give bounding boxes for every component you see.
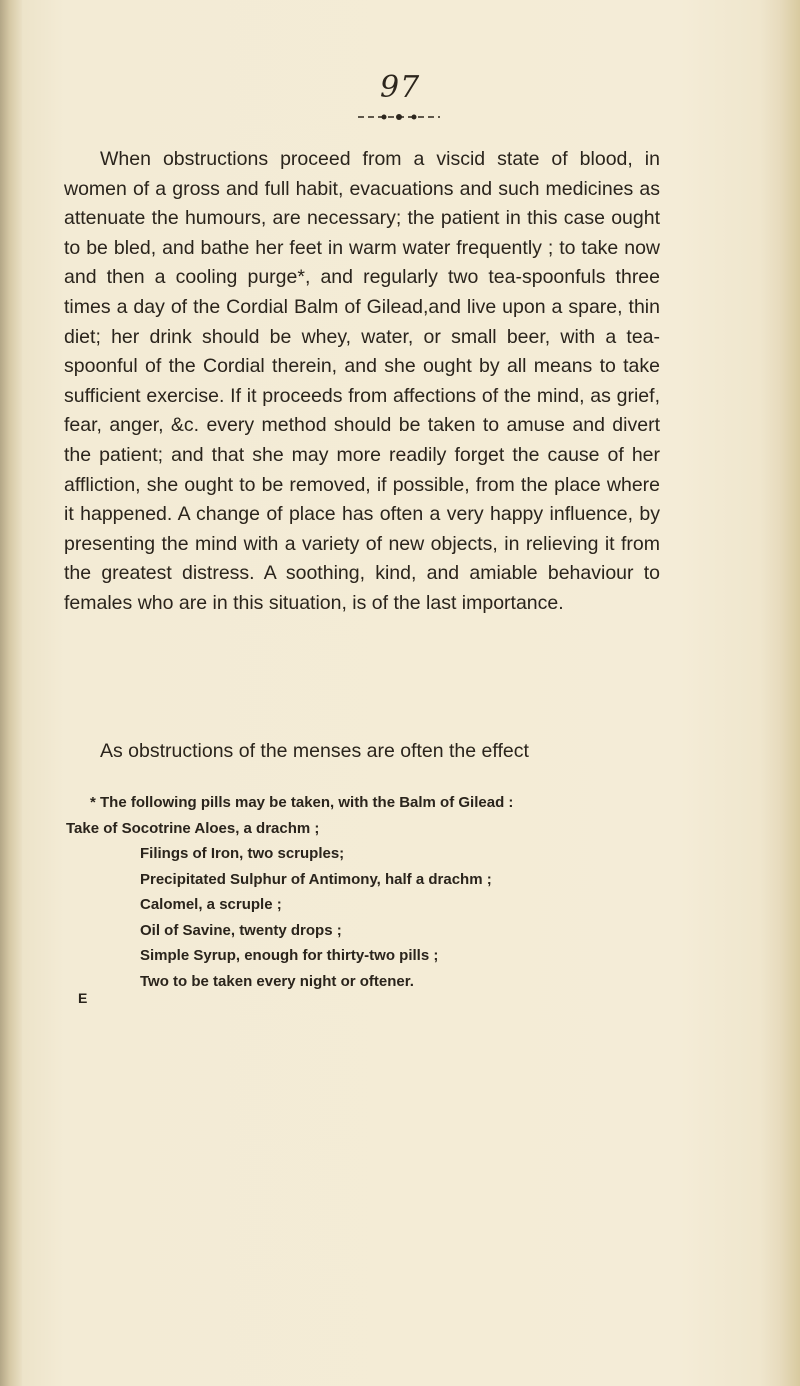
ornament-divider <box>354 112 444 122</box>
main-paragraph: When obstructions proceed from a viscid state of blood, in women of a gross and full habit, evacuations and such medicines as attenuate the humours, are necessary; the patient in this case ought to be bled, and bathe her feet in warm water frequently ; to take now and then a cooling purge*, and regularly two tea-spoonfuls three times a day of the Cordial Balm of Gilead,and live upon a spare, thin diet; her drink should be whey, water, or small beer, with a tea-spoonful of the Cordial therein, and she ought by all means to take sufficient exercise. If it proceeds from affections of the mind, as grief, fear, anger, &c. every method should be taken to amuse and divert the patient; and that she may more readily forget the cause of her affliction, she ought to be removed, if possible, from the place where it happened. A change of place has often a very happy influence, by presenting the mind with a variety of new objects, in relieving it from the greatest distress. A soothing, kind, and amiable behaviour to females who are in this situation, is of the last importance. <box>64 148 660 614</box>
page-gutter <box>0 0 22 1386</box>
footnote-item: Precipitated Sulphur of Antimony, half a drachm ; <box>140 870 492 888</box>
page-edge <box>760 0 800 1386</box>
signature-mark: E <box>78 990 88 1006</box>
continuation-paragraph: As obstructions of the menses are often the effect <box>100 740 529 762</box>
page-number: 97 <box>380 70 421 105</box>
footnote-item: Two to be taken every night or oftener. <box>140 972 414 990</box>
footnote-item: Simple Syrup, enough for thirty-two pills ; <box>140 947 439 964</box>
footnote-take-line: Take of Socotrine Aloes, a drachm ; <box>66 819 320 837</box>
footnote-item: Filings of Iron, two scruples; <box>140 845 345 862</box>
footnote-intro: * The following pills may be taken, with the Balm of Gilead : <box>90 794 514 811</box>
footnote <box>66 790 666 994</box>
footnote-item: Oil of Savine, twenty drops ; <box>140 921 342 939</box>
footnote-item: Calomel, a scruple ; <box>140 896 282 913</box>
